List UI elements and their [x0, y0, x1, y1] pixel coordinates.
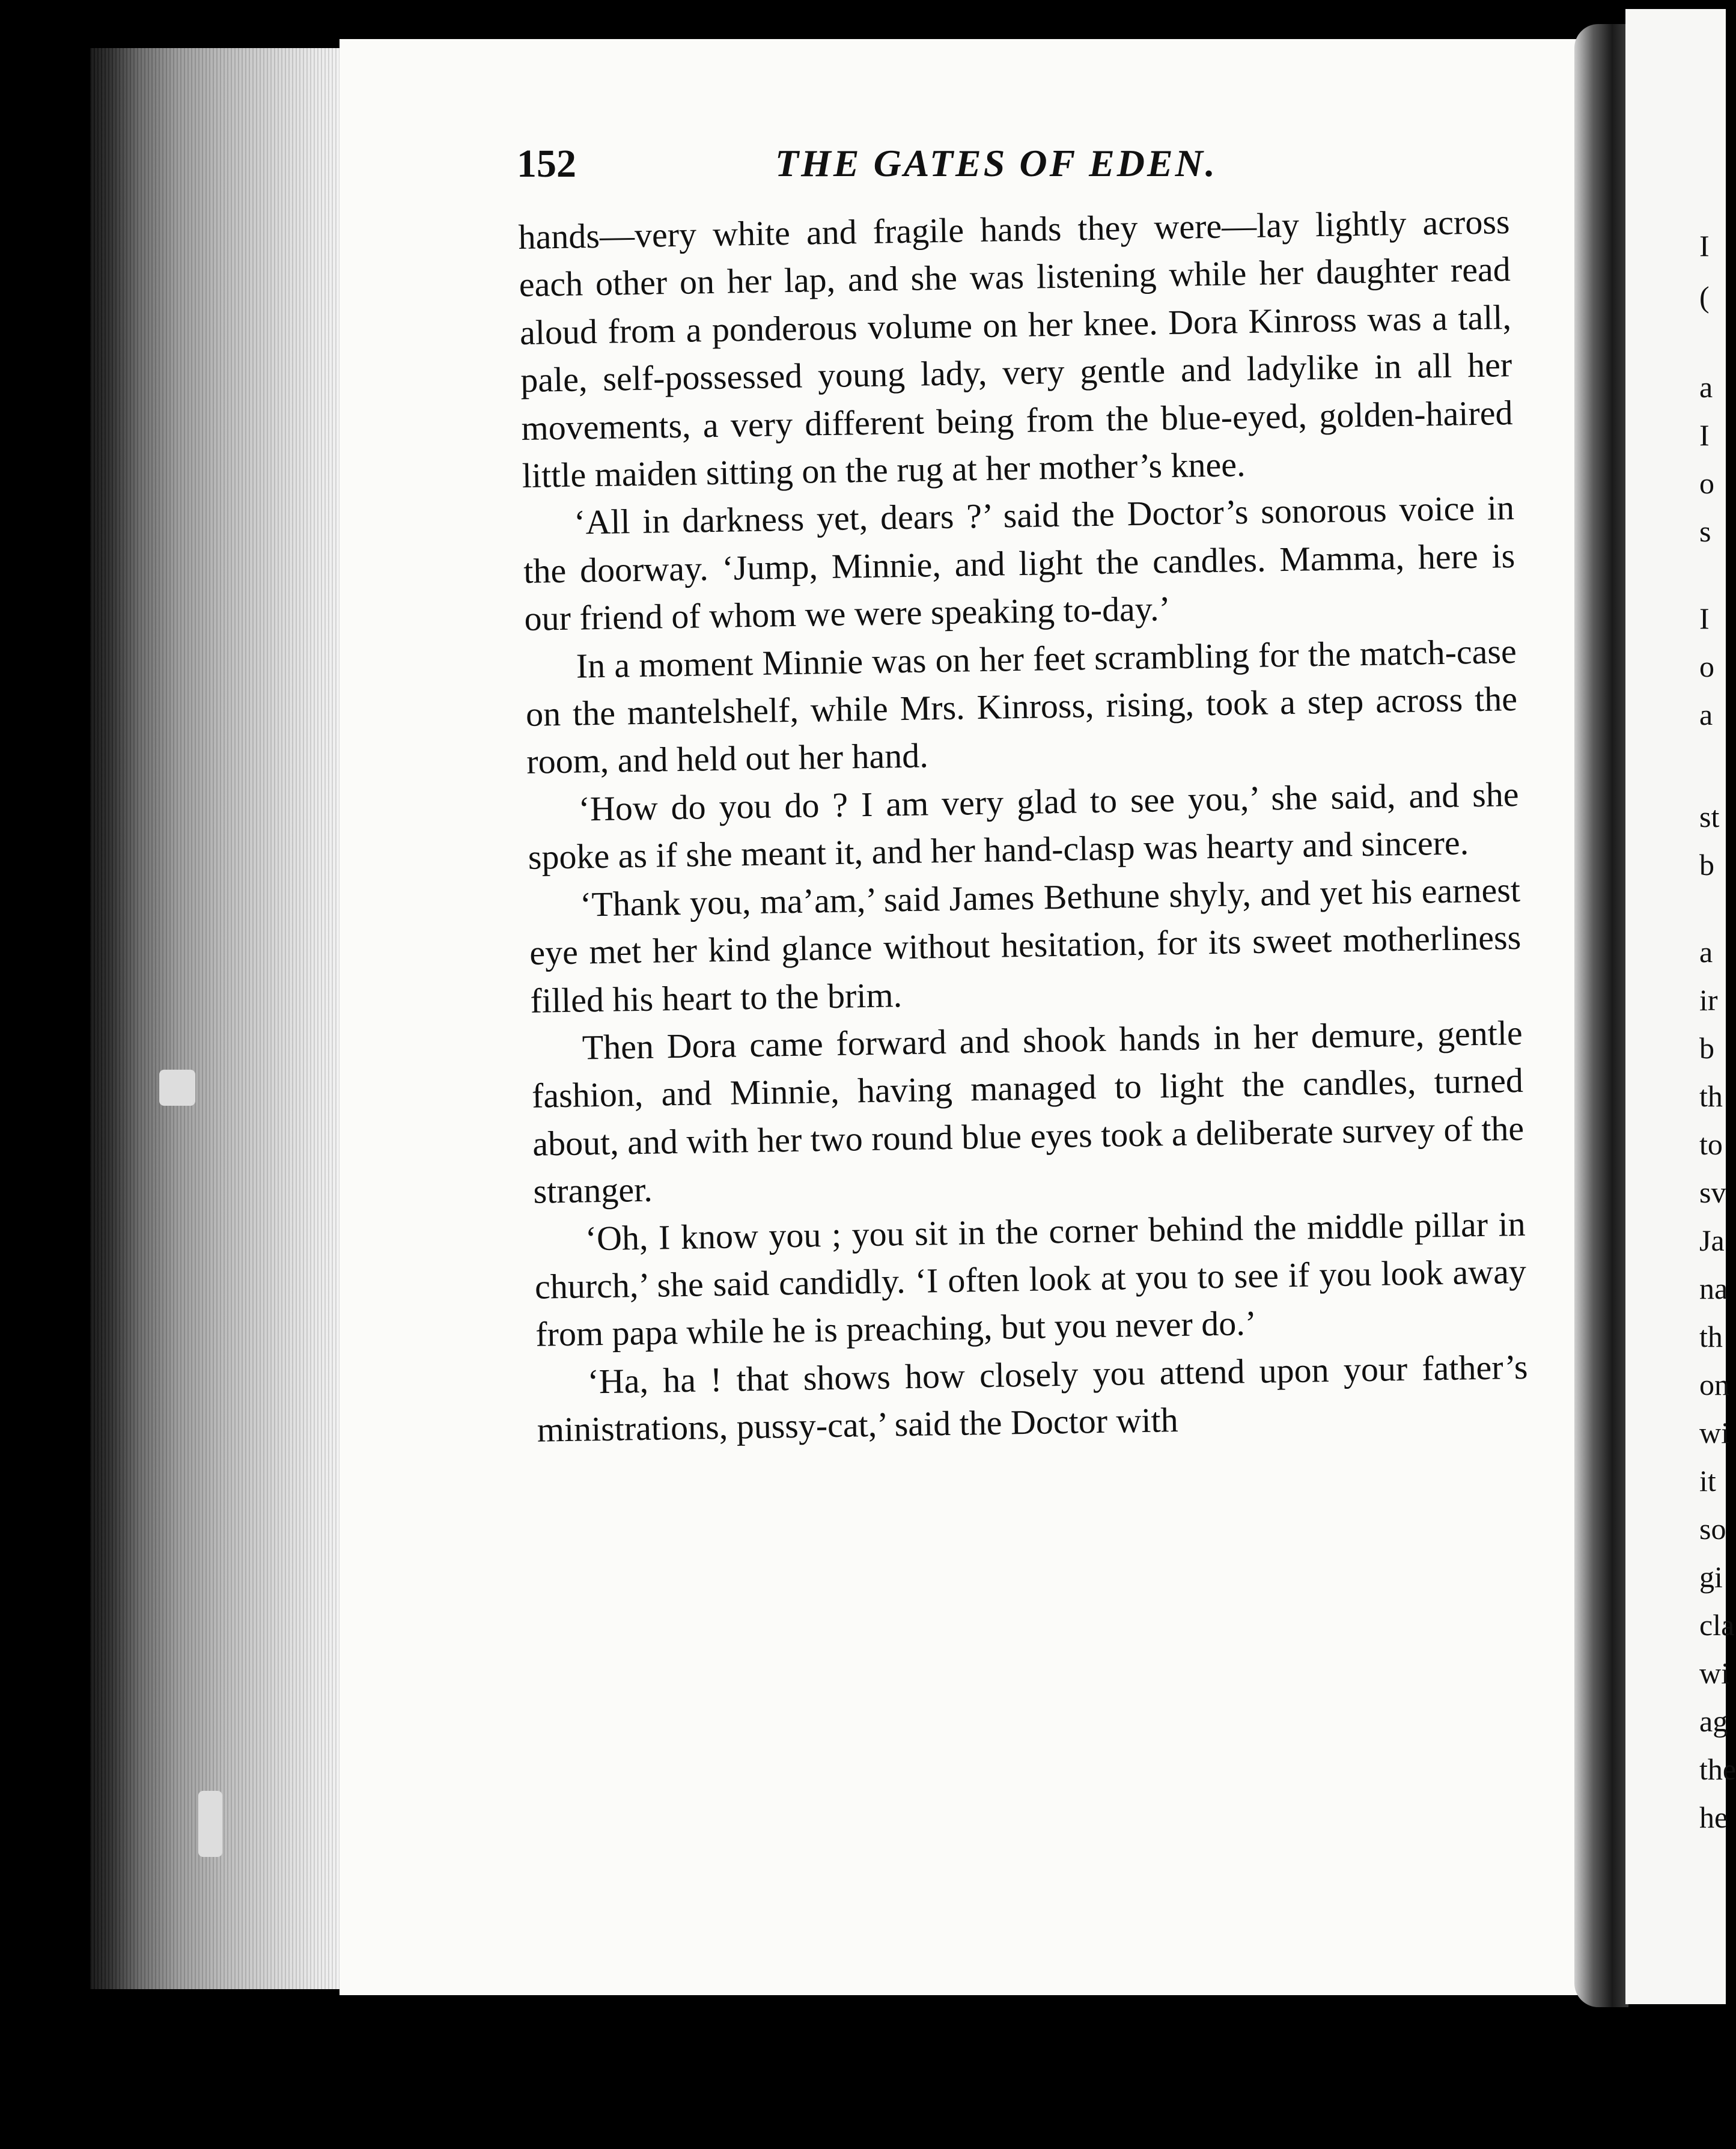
facing-page-fragment: I [1699, 418, 1710, 452]
facing-page-fragment: na [1699, 1272, 1728, 1305]
book-gutter [1574, 24, 1628, 2007]
facing-page-fragment: to [1699, 1127, 1723, 1161]
facing-page-fragment: a [1699, 935, 1713, 969]
facing-page-fragment: th [1699, 1320, 1723, 1353]
facing-page-fragment: Ja [1699, 1224, 1725, 1257]
facing-page-fragment: so [1699, 1512, 1726, 1546]
page-edge-blemish [198, 1791, 222, 1857]
facing-page-fragment: b [1699, 1031, 1714, 1065]
facing-page-fragment: s [1699, 514, 1711, 548]
facing-page-fragment: gi [1699, 1560, 1723, 1594]
facing-page-fragment: a [1699, 370, 1713, 404]
facing-page-fragment: ( [1699, 280, 1710, 314]
facing-page-fragment: sv [1699, 1175, 1726, 1209]
facing-page-fragment: I [1699, 602, 1710, 635]
facing-page-fragment: ir [1699, 983, 1718, 1017]
facing-page-fragment: b [1699, 848, 1714, 882]
paragraph: ‘All in darkness yet, dears ?’ said the Doctor’s sonorous voice in the doorway. ‘Jump, Minnie, and light the candles. Mamma, here is our friend of whom we were speaking to-day.’ [523, 488, 1515, 639]
facing-page-fragment: on [1699, 1368, 1729, 1401]
facing-page-fragment: wi [1699, 1416, 1729, 1449]
paragraph: In a moment Minnie was on her feet scrambling for the match-case on the mantelshelf, while Mrs. Kinross, rising, took a step across the room, and held out her hand. [525, 631, 1518, 782]
paragraph: Then Dora came forward and shook hands in her demure, gentle fashion, and Minnie, having managed to light the candles, turned about, and with her two round blue eyes took a deliberate survey of the stranger. [531, 1013, 1524, 1211]
body-text [518, 198, 1529, 1454]
running-title: THE GATES OF EDEN. [775, 142, 1217, 184]
facing-page-fragment: it [1699, 1464, 1716, 1498]
facing-page-fragment: a [1699, 698, 1713, 731]
paragraph: ‘How do you do ? I am very glad to see you,’ she said, and she spoke as if she meant it, and her hand-clasp was hearty and sincere. [528, 774, 1519, 877]
facing-page-fragment: st [1699, 800, 1720, 834]
page-header [517, 141, 1538, 189]
paragraph: hands—very white and fragile hands they were—lay lightly across each other on her lap, and she was listening while her daughter read aloud from a ponderous volume on her knee. Dora Kinross was a tall, pale, self-possessed young lady, very gentle and ladylike in all her movements, a very different being from the blue-eyed, golden-haired little maiden sitting on the rug at her mother’s knee. [518, 202, 1513, 495]
facing-page-fragment: cla [1699, 1608, 1735, 1642]
facing-page-fragment: wi [1699, 1656, 1729, 1690]
facing-page-fragment: the [1699, 1752, 1736, 1786]
facing-page-fragment: o [1699, 466, 1714, 500]
facing-page-fragment: th [1699, 1079, 1723, 1113]
paragraph: ‘Thank you, ma’am,’ said James Bethune shyly, and yet his earnest eye met her kind glance without hesitation, for its sweet motherliness filled his heart to the brim. [529, 870, 1521, 1020]
paragraph: ‘Ha, ha ! that shows how closely you attend upon your father’s ministrations, pussy-cat,’ said the Doctor with [537, 1347, 1528, 1449]
page-number: 152 [517, 142, 576, 186]
paragraph: ‘Oh, I know you ; you sit in the corner behind the middle pillar in church,’ she said candidly. ‘I often look at you to see if you look away from papa while he is preaching, but you never do.’ [534, 1204, 1527, 1355]
facing-page-fragment: o [1699, 650, 1714, 683]
page-edge-blemish [159, 1070, 195, 1106]
facing-page-fragment: ag [1699, 1704, 1728, 1738]
book-page-edges [90, 48, 343, 1989]
facing-page-fragment: I [1699, 229, 1710, 263]
facing-page-fragment: he [1699, 1800, 1728, 1834]
